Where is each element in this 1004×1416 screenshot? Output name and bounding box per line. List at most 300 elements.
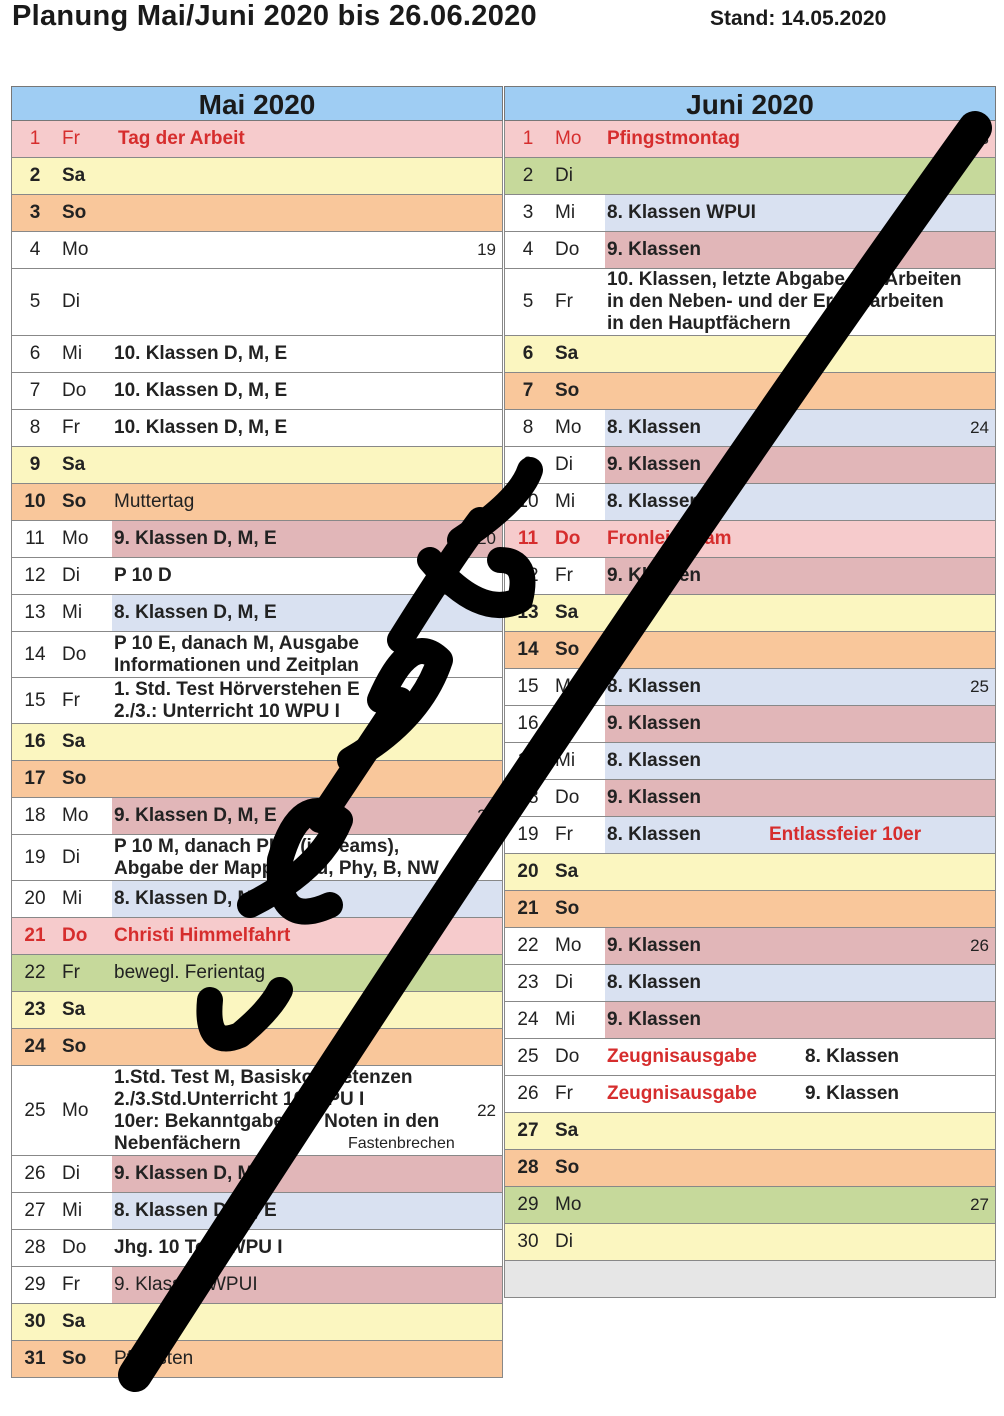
day-row (11, 484, 503, 521)
day-number: 20 (24, 888, 46, 909)
day-entry (605, 195, 995, 231)
day-number: 13 (517, 602, 539, 623)
day-number: 16 (517, 713, 539, 734)
weekday: Mo (62, 239, 89, 260)
day-row (504, 928, 996, 965)
day-entry (112, 835, 502, 880)
day-number: 18 (517, 787, 539, 808)
day-row (11, 798, 503, 835)
day-row (11, 881, 503, 918)
entry-text: 8. Klassen (607, 750, 701, 771)
day-number: 1 (29, 128, 41, 149)
weekday: So (62, 202, 87, 223)
day-number: 12 (517, 565, 539, 586)
day-number: 27 (24, 1200, 46, 1221)
calendar-week: 25 (970, 677, 989, 696)
day-row (504, 158, 996, 195)
day-row (504, 1187, 996, 1224)
day-row (11, 1066, 503, 1156)
day-row (11, 121, 503, 158)
day-row (504, 484, 996, 521)
day-entry (112, 724, 502, 760)
day-number: 22 (517, 935, 539, 956)
day-row (504, 336, 996, 373)
day-entry (605, 891, 995, 927)
day-number: 19 (24, 846, 46, 868)
day-row (11, 955, 503, 992)
day-entry (112, 447, 502, 483)
day-entry (605, 158, 995, 194)
day-entry (112, 232, 502, 268)
day-row (504, 1039, 996, 1076)
weekday: Mo (555, 1194, 582, 1215)
entry-text: 9. Klassen (607, 787, 701, 808)
calendar-week: 21 (477, 806, 496, 825)
day-number: 24 (517, 1009, 539, 1030)
entry-text: 9. Klassen D, M, E (114, 528, 277, 549)
day-row (504, 1224, 996, 1261)
weekday: Do (62, 643, 87, 665)
entry-text: Pfingsten (114, 1348, 194, 1369)
weekday: Mi (555, 491, 576, 512)
day-row (11, 1341, 503, 1378)
day-row (504, 706, 996, 743)
day-number: 5 (29, 291, 41, 312)
day-row (504, 521, 996, 558)
day-entry (605, 1187, 995, 1223)
entry-extra: 9. Klassen (805, 1083, 899, 1104)
day-number: 17 (517, 750, 539, 771)
day-number: 11 (517, 528, 539, 549)
entry-text: 8. Klassen D, M, E (114, 1200, 277, 1221)
weekday: Fr (62, 128, 80, 149)
weekday: Sa (555, 861, 579, 882)
entry-text: 10. Klassen D, M, E (114, 417, 288, 438)
entry-text: bewegl. Ferientag (114, 962, 266, 983)
calendar-week: 24 (970, 418, 989, 437)
weekday: Di (555, 972, 573, 993)
weekday: Do (555, 239, 580, 260)
day-number: 9 (29, 454, 41, 475)
day-number: 30 (517, 1231, 539, 1252)
day-number (505, 1261, 551, 1297)
day-list-juni (504, 121, 996, 1298)
day-number: 31 (24, 1348, 46, 1369)
entry-text: Jhg. 10 Test WPU I (114, 1237, 283, 1258)
entry-text: 9. Klassen (607, 1009, 701, 1030)
day-entry (605, 965, 995, 1001)
day-number: 7 (29, 380, 41, 401)
entry-text: Zeugnisausgabe (607, 1083, 757, 1104)
day-entry (112, 955, 502, 991)
day-entry (112, 269, 502, 335)
day-entry (605, 121, 995, 157)
weekday: Fr (555, 565, 573, 586)
day-row (504, 669, 996, 706)
day-entry (116, 121, 502, 157)
weekday: Mi (62, 1200, 83, 1221)
day-row (11, 195, 503, 232)
weekday: Mo (555, 935, 582, 956)
day-entry (605, 521, 995, 557)
day-row (504, 1113, 996, 1150)
day-row (11, 373, 503, 410)
day-row (504, 1150, 996, 1187)
day-row (11, 918, 503, 955)
weekday: Di (62, 565, 80, 586)
day-entry (112, 1029, 502, 1065)
weekday: Di (555, 713, 573, 734)
day-row (11, 992, 503, 1029)
day-number: 21 (517, 898, 539, 919)
weekday: So (555, 898, 580, 919)
day-number: 11 (25, 528, 45, 549)
weekday: Fr (555, 1083, 573, 1104)
entry-extra: Entlassfeier 10er (769, 824, 922, 845)
day-number: 10 (517, 491, 539, 512)
month-column-mai (11, 86, 503, 1378)
day-row (11, 447, 503, 484)
day-entry (605, 232, 995, 268)
day-number: 3 (29, 202, 41, 223)
day-entry (605, 632, 995, 668)
entry-text: 9. Klassen (607, 239, 701, 260)
entry-text: 8. Klassen (607, 491, 701, 512)
weekday: So (555, 380, 580, 401)
stand-date: Stand: 14.05.2020 (710, 7, 887, 30)
entry-text: Zeugnisausgabe (607, 1046, 757, 1067)
day-row (11, 232, 503, 269)
day-number: 23 (517, 972, 539, 993)
day-row (11, 595, 503, 632)
weekday: Do (555, 787, 580, 808)
day-row (504, 595, 996, 632)
weekday: Mo (555, 417, 582, 438)
calendar-week: 20 (477, 529, 496, 548)
weekday: Di (62, 291, 80, 312)
day-row (504, 410, 996, 447)
entry-text: 8. Klassen WPUI (607, 202, 756, 223)
day-entry (112, 1341, 502, 1377)
entry-text: 8. Klassen (607, 824, 701, 845)
day-entry (112, 1267, 502, 1303)
day-row (11, 158, 503, 195)
day-row (504, 1076, 996, 1113)
day-number: 8 (522, 417, 534, 438)
entry-text: 9. Klassen WPUI (114, 1274, 258, 1295)
day-row (11, 1267, 503, 1304)
weekday: Mi (62, 602, 83, 623)
weekday: Mi (62, 343, 83, 364)
day-row (504, 1002, 996, 1039)
day-row (11, 632, 503, 678)
day-number: 30 (24, 1311, 46, 1332)
day-row (11, 724, 503, 761)
page-title: Planung Mai/Juni 2020 bis 26.06.2020 (12, 0, 537, 32)
day-row (11, 678, 503, 724)
weekday: Fr (555, 824, 573, 845)
entry-extra: Fastenbrechen (348, 1135, 455, 1152)
day-row (11, 1193, 503, 1230)
weekday: Mo (62, 1099, 89, 1121)
day-number: 25 (24, 1099, 46, 1121)
day-row (504, 195, 996, 232)
day-number: 29 (24, 1274, 46, 1295)
calendar-week: 26 (970, 936, 989, 955)
day-row (11, 521, 503, 558)
day-row (504, 817, 996, 854)
day-row (504, 232, 996, 269)
day-entry (112, 1193, 502, 1229)
weekday: Do (62, 1237, 87, 1258)
day-entry (112, 336, 502, 372)
day-number: 2 (29, 165, 41, 186)
weekday: So (62, 768, 87, 789)
day-entry (605, 1076, 995, 1112)
day-number: 5 (522, 291, 534, 312)
day-number: 24 (24, 1036, 46, 1057)
day-number: 21 (24, 925, 46, 946)
day-entry (605, 1224, 995, 1260)
day-number: 26 (517, 1083, 539, 1104)
entry-text: P 10 M, danach PHY (in Teams), Abgabe der Mappen Mu, Phy, B, NW (114, 835, 439, 879)
day-number: 13 (24, 602, 46, 623)
day-number: 2 (522, 165, 534, 186)
weekday: Sa (62, 454, 86, 475)
day-number: 20 (517, 861, 539, 882)
day-entry (112, 1230, 502, 1266)
weekday: Mi (62, 888, 83, 909)
day-row (11, 761, 503, 798)
day-number: 22 (24, 962, 46, 983)
day-row (504, 632, 996, 669)
day-entry (605, 269, 995, 335)
day-number: 23 (24, 999, 46, 1020)
weekday: Do (555, 528, 581, 549)
weekday: So (62, 491, 87, 512)
weekday: Do (555, 1046, 580, 1067)
entry-text: 8. Klassen (607, 417, 701, 438)
day-entry (605, 669, 995, 705)
day-entry (605, 1113, 995, 1149)
entry-extra: 8. Klassen (805, 1046, 899, 1067)
day-entry (112, 678, 502, 723)
weekday (555, 1261, 605, 1297)
day-row (504, 965, 996, 1002)
day-number: 9 (522, 454, 534, 475)
day-entry (605, 928, 995, 964)
entry-text: 8. Klassen D, M, E (114, 888, 277, 909)
weekday: Fr (555, 291, 573, 312)
month-column-juni (504, 86, 996, 1298)
day-list-mai (11, 121, 503, 1378)
entry-text: 9. Klassen (607, 713, 701, 734)
weekday: Sa (62, 731, 86, 752)
entry-text: 8. Klassen (607, 972, 701, 993)
day-entry (112, 158, 502, 194)
day-number: 19 (517, 824, 539, 845)
day-row (11, 1156, 503, 1193)
weekday: Sa (555, 602, 579, 623)
day-entry (112, 410, 502, 446)
month-header-juni: Juni 2020 (504, 86, 996, 121)
month-header-mai: Mai 2020 (11, 86, 503, 121)
day-number: 12 (24, 565, 46, 586)
day-row (11, 1230, 503, 1267)
weekday: Di (62, 1163, 80, 1184)
day-entry (112, 761, 502, 797)
day-row (504, 854, 996, 891)
weekday: Mo (62, 528, 89, 549)
entry-text: Fronleichnam (607, 528, 732, 549)
weekday: Mi (555, 750, 576, 771)
day-entry (605, 1261, 995, 1297)
entry-text: 9. Klassen (607, 935, 701, 956)
entry-text: 10. Klassen, letzte Abgabe der Arbeiten in den Neben- und der Ersatzarbeiten in den Hauptfächern (607, 269, 962, 334)
weekday: Fr (62, 1274, 80, 1295)
calendar-week: 22 (477, 1100, 496, 1120)
day-number: 27 (517, 1120, 539, 1141)
day-entry (605, 706, 995, 742)
entry-text: 8. Klassen D, M, E (114, 602, 277, 623)
entry-text: 1.Std. Test M, Basiskompetenzen 2./3.Std.Unterricht 10 WPU I 10er: Bekanntgabe der Noten in den Nebenfächern (114, 1066, 440, 1154)
day-entry (112, 632, 502, 677)
day-entry (112, 558, 502, 594)
entry-text: Pfingstmontag (607, 128, 740, 149)
entry-text: P 10 D (114, 565, 172, 586)
entry-text: 9. Klassen (607, 565, 701, 586)
day-entry (605, 743, 995, 779)
weekday: So (555, 1157, 580, 1178)
day-entry (605, 854, 995, 890)
weekday: Di (555, 454, 573, 475)
day-entry (605, 1002, 995, 1038)
day-entry (605, 336, 995, 372)
weekday: Mo (555, 128, 582, 149)
day-entry (605, 410, 995, 446)
day-entry (605, 1039, 995, 1075)
weekday: Mi (555, 1009, 576, 1030)
day-entry (112, 918, 502, 954)
day-number: 6 (29, 343, 41, 364)
day-number: 4 (522, 239, 534, 260)
day-row (11, 835, 503, 881)
day-number: 14 (517, 639, 539, 660)
entry-text: 10. Klassen D, M, E (114, 343, 288, 364)
day-number: 4 (29, 239, 41, 260)
day-entry (605, 595, 995, 631)
day-row (504, 121, 996, 158)
weekday: So (555, 639, 580, 660)
weekday: Mi (555, 202, 576, 223)
calendar-week: 23 (970, 129, 989, 148)
weekday: So (62, 1036, 87, 1057)
day-entry (605, 447, 995, 483)
calendar-week: 27 (970, 1195, 989, 1214)
weekday: So (62, 1348, 87, 1369)
day-row (11, 558, 503, 595)
day-row (504, 1261, 996, 1298)
day-entry (112, 595, 502, 631)
weekday: Mo (62, 805, 89, 826)
weekday: Di (555, 1231, 573, 1252)
day-row (504, 269, 996, 336)
day-entry (605, 373, 995, 409)
day-entry (605, 1150, 995, 1186)
day-entry (112, 992, 502, 1028)
day-entry (112, 1304, 502, 1340)
weekday: Sa (62, 1311, 86, 1332)
day-row (504, 743, 996, 780)
day-entry (112, 373, 502, 409)
day-number: 14 (24, 643, 46, 665)
weekday: Di (555, 165, 573, 186)
entry-text: 9. Klassen D, M, E (114, 805, 277, 826)
day-entry (112, 798, 502, 834)
day-number: 15 (24, 689, 46, 711)
entry-text: 9. Klassen D, M, E (114, 1163, 277, 1184)
weekday: Mo (555, 676, 582, 697)
day-number: 29 (517, 1194, 539, 1215)
day-number: 7 (522, 380, 534, 401)
day-row (11, 336, 503, 373)
day-row (504, 780, 996, 817)
entry-text: 10. Klassen D, M, E (114, 380, 288, 401)
weekday: Do (62, 925, 88, 946)
day-number: 15 (517, 676, 539, 697)
entry-text: P 10 E, danach M, Ausgabe Informationen und Zeitplan (114, 632, 359, 676)
weekday: Di (62, 846, 80, 868)
day-number: 6 (522, 343, 534, 364)
day-row (11, 410, 503, 447)
entry-text: Tag der Arbeit (118, 128, 245, 149)
day-entry (112, 521, 502, 557)
day-number: 16 (24, 731, 46, 752)
day-row (11, 1304, 503, 1341)
weekday: Sa (555, 1120, 579, 1141)
day-entry (112, 484, 502, 520)
weekday: Sa (62, 165, 86, 186)
day-number: 26 (24, 1163, 46, 1184)
day-entry (112, 881, 502, 917)
day-number: 17 (24, 768, 46, 789)
day-entry (605, 558, 995, 594)
calendar-week: 19 (477, 240, 496, 259)
day-number: 10 (24, 491, 46, 512)
day-number: 3 (522, 202, 534, 223)
entry-text: Christi Himmelfahrt (114, 925, 291, 946)
weekday: Fr (62, 962, 80, 983)
weekday: Fr (62, 417, 80, 438)
day-entry (605, 484, 995, 520)
entry-text: Muttertag (114, 491, 195, 512)
day-row (504, 373, 996, 410)
day-number: 8 (29, 417, 41, 438)
day-number: 28 (517, 1157, 539, 1178)
entry-text: 9. Klassen (607, 454, 701, 475)
day-number: 1 (522, 128, 534, 149)
day-row (504, 891, 996, 928)
weekday: Sa (62, 999, 86, 1020)
weekday: Fr (62, 689, 80, 711)
day-entry (112, 195, 502, 231)
day-number: 28 (24, 1237, 46, 1258)
day-number: 18 (24, 805, 46, 826)
day-number: 25 (517, 1046, 539, 1067)
day-row (11, 1029, 503, 1066)
weekday: Do (62, 380, 87, 401)
entry-text: 8. Klassen (607, 676, 701, 697)
